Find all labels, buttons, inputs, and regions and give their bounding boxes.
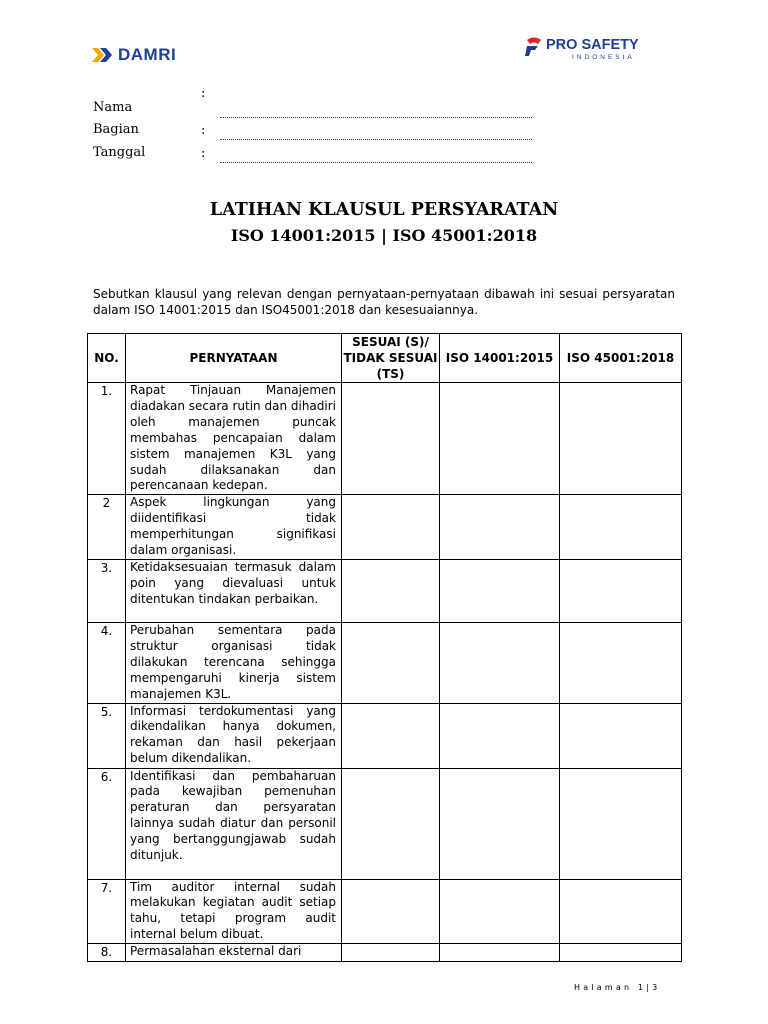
iso45001-cell[interactable] [560,495,682,560]
header-iso14001: ISO 14001:2015 [440,334,560,383]
row-statement: Perubahan sementara pada struktur organisasi tidak dilakukan terencana sehingga mempengaruhi kinerja sistem manajemen K3L. [126,622,342,703]
table-row [88,703,682,768]
row-number: 3. [88,559,126,622]
table-row [88,944,682,962]
table-row [88,559,682,622]
pro-safety-logo-text: PRO SAFETY [546,37,639,53]
bagian-input-line[interactable] [220,139,532,140]
iso45001-cell[interactable] [560,559,682,622]
conformity-cell[interactable] [342,879,440,944]
pro-safety-logo-subtext: INDONESIA [572,54,635,61]
iso45001-cell[interactable] [560,768,682,879]
table-row [88,383,682,495]
iso14001-cell[interactable] [440,383,560,495]
document-subtitle: ISO 14001:2015 | ISO 45001:2018 [230,226,538,245]
iso14001-cell[interactable] [440,879,560,944]
statements-table [87,333,682,962]
conformity-cell[interactable] [342,768,440,879]
damri-chevron-icon [92,45,116,65]
row-number: 5. [88,703,126,768]
conformity-cell[interactable] [342,703,440,768]
iso45001-cell[interactable] [560,703,682,768]
bagian-colon: : [201,123,206,138]
row-number: 8. [88,944,126,962]
row-statement: Informasi terdokumentasi yang dikendalikan hanya dokumen, rekaman dan hasil pekerjaan belum dikendalikan. [126,703,342,768]
row-statement: Aspek lingkungan yang diidentifikasi tidak memperhitungan signifikasi dalam organisasi. [126,495,342,560]
table-row [88,495,682,560]
header-no: NO. [88,334,126,383]
conformity-cell[interactable] [342,495,440,560]
table-row [88,768,682,879]
row-number: 7. [88,879,126,944]
conformity-cell[interactable] [342,559,440,622]
iso45001-cell[interactable] [560,383,682,495]
row-number: 6. [88,768,126,879]
damri-logo [92,45,176,65]
conformity-cell[interactable] [342,944,440,962]
iso14001-cell[interactable] [440,622,560,703]
row-number: 2 [88,495,126,560]
field-label-bagian: Bagian [93,122,139,137]
header-statement: PERNYATAAN [126,334,342,383]
row-statement: Permasalahan eksternal dari [126,944,342,962]
document-title: LATIHAN KLAUSUL PERSYARATAN [209,200,559,220]
table-header-row [88,334,682,383]
top-colon: : [201,86,206,101]
iso14001-cell[interactable] [440,559,560,622]
row-statement: Ketidaksesuaian termasuk dalam poin yang dievaluasi untuk ditentukan tindakan perbaikan. [126,559,342,622]
nama-input-line[interactable] [220,117,532,118]
header-conformity: SESUAI (S)/ TIDAK SESUAI (TS) [342,334,440,383]
table-row [88,622,682,703]
page-number: Halaman 1|3 [574,983,661,992]
damri-logo-text: DAMRI [118,45,177,64]
table-row [88,879,682,944]
iso14001-cell[interactable] [440,944,560,962]
iso14001-cell[interactable] [440,703,560,768]
tanggal-input-line[interactable] [220,162,532,163]
pro-safety-mark-icon [524,36,544,58]
iso14001-cell[interactable] [440,495,560,560]
row-number: 4. [88,622,126,703]
instruction-text: Sebutkan klausul yang relevan dengan pernyataan-pernyataan dibawah ini sesuai persyaratan dalam ISO 14001:2015 dan ISO45001:2018 dan kesesuaiannya. [93,287,675,317]
iso45001-cell[interactable] [560,944,682,962]
iso45001-cell[interactable] [560,622,682,703]
row-number: 1. [88,383,126,495]
field-label-tanggal: Tanggal [93,145,146,160]
field-label-nama: Nama [93,100,133,115]
row-statement: Rapat Tinjauan Manajemen diadakan secara rutin dan dihadiri oleh manajemen puncak membahas pencapaian dalam sistem manajemen K3L yang sudah dilaksanakan dan perencanaan kedepan. [126,383,342,495]
row-statement: Tim auditor internal sudah melakukan kegiatan audit setiap tahu, tetapi program audit internal belum dibuat. [126,879,342,944]
iso45001-cell[interactable] [560,879,682,944]
row-statement: Identifikasi dan pembaharuan pada kewajiban pemenuhan peraturan dan persyaratan lainnya sudah diatur dan personil yang bertanggungjawab sudah ditunjuk. [126,768,342,879]
header-iso45001: ISO 45001:2018 [560,334,682,383]
tanggal-colon: : [201,146,206,161]
conformity-cell[interactable] [342,622,440,703]
iso14001-cell[interactable] [440,768,560,879]
conformity-cell[interactable] [342,383,440,495]
